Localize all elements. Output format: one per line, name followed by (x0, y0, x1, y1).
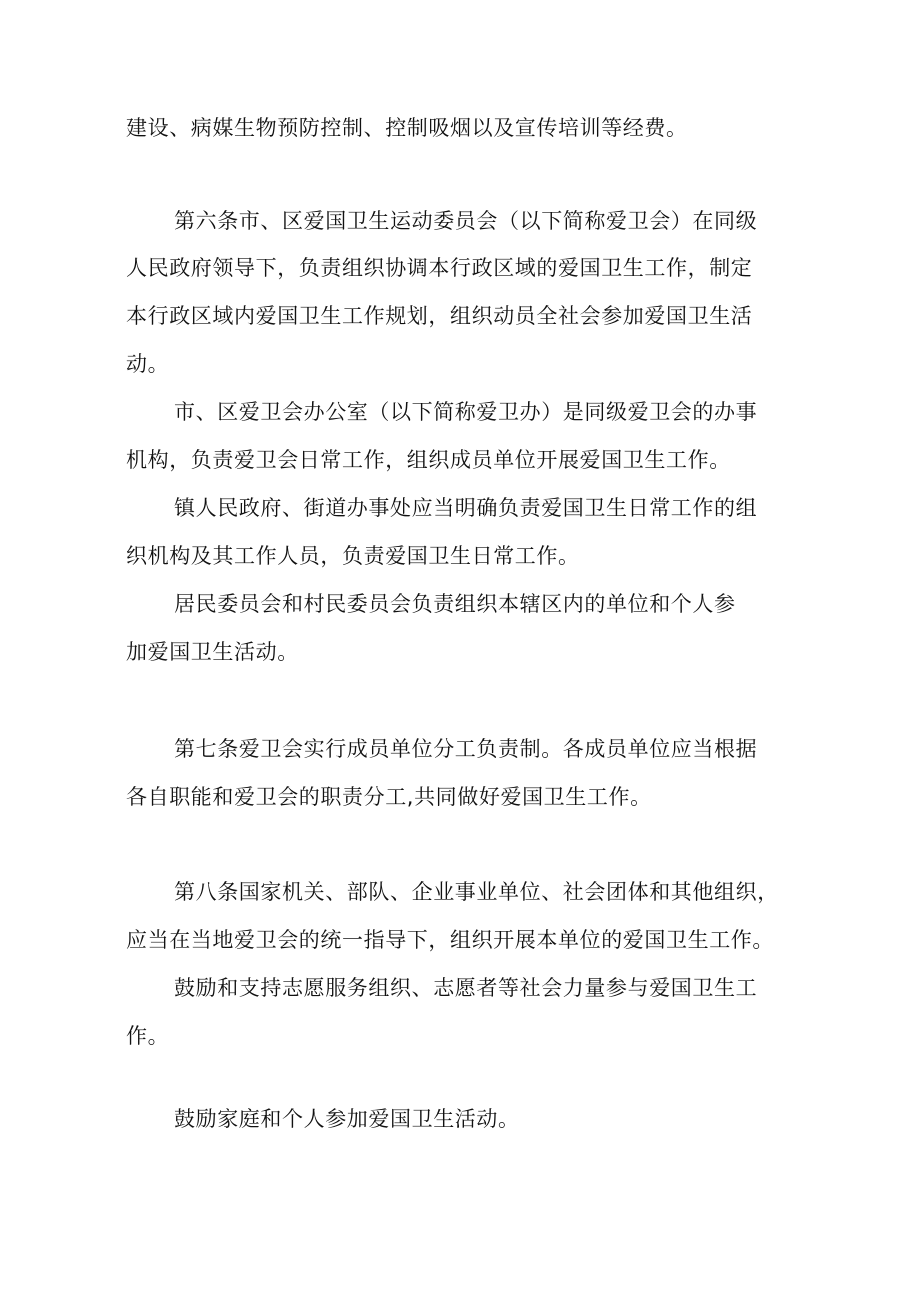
text-line-13: 各自职能和爱卫会的职责分工,共同做好爱国卫生工作。 (126, 785, 652, 809)
text-line-11: 加爱国卫生活动。 (126, 640, 299, 664)
text-line-2: 第六条市、区爱国卫生运动委员会（以下简称爱卫会）在同级 (174, 209, 758, 233)
text-line-7: 机构，负责爱卫会日常工作，组织成员单位开展爱国卫生工作。 (126, 448, 731, 472)
text-line-1: 建设、病媒生物预防控制、控制吸烟以及宣传培训等经费。 (126, 116, 688, 140)
text-line-3: 人民政府领导下，负责组织协调本行政区域的爱国卫生工作，制定 (126, 256, 753, 280)
text-line-12: 第七条爱卫会实行成员单位分工负责制。各成员单位应当根据 (174, 737, 758, 761)
text-line-9: 织机构及其工作人员，负责爱国卫生日常工作。 (126, 544, 580, 568)
text-line-16: 鼓励和支持志愿服务组织、志愿者等社会力量参与爱国卫生工 (174, 976, 758, 1000)
text-line-10: 居民委员会和村民委员会负责组织本辖区内的单位和个人参 (174, 592, 736, 616)
text-line-4: 本行政区域内爱国卫生工作规划，组织动员全社会参加爱国卫生活 (126, 304, 753, 328)
text-line-8: 镇人民政府、街道办事处应当明确负责爱国卫生日常工作的组 (174, 496, 758, 520)
text-line-18: 鼓励家庭和个人参加爱国卫生活动。 (174, 1107, 520, 1131)
text-line-6: 市、区爱卫会办公室（以下简称爱卫办）是同级爱卫会的办事 (174, 400, 758, 424)
text-line-14: 第八条国家机关、部队、企业事业单位、社会团体和其他组织， (174, 880, 779, 904)
text-line-17: 作。 (126, 1024, 170, 1048)
text-line-5: 动。 (126, 352, 170, 376)
text-line-15: 应当在当地爱卫会的统一指导下，组织开展本单位的爱国卫生工作。 (126, 928, 774, 952)
